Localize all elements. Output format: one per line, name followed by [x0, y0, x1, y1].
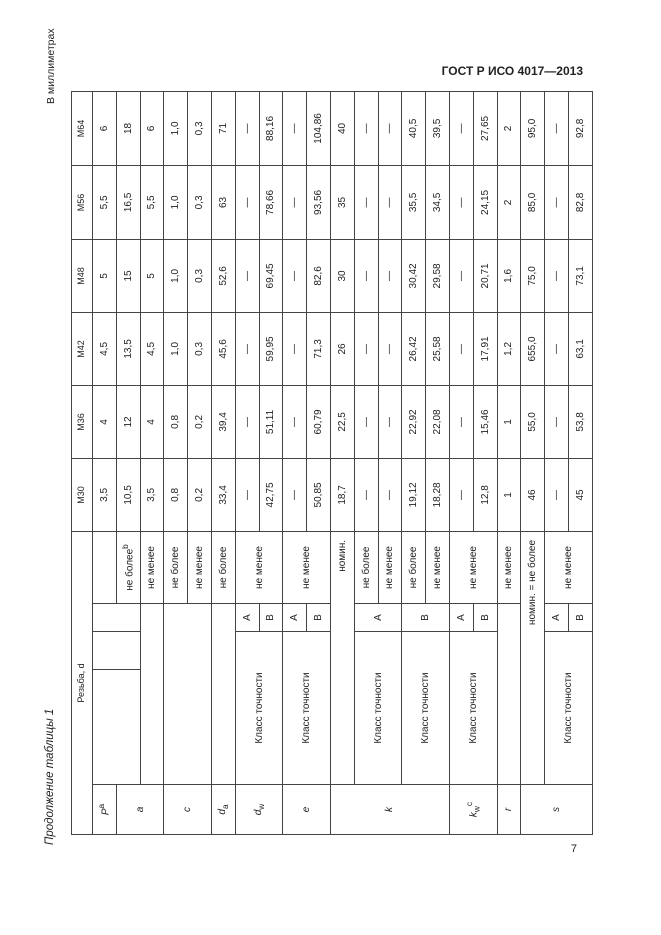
value-cell: 26,42: [402, 312, 426, 385]
table-row: [545, 91, 569, 834]
value-cell: 2: [497, 165, 521, 239]
value-cell: 27,65: [473, 91, 497, 165]
param-a: a: [134, 806, 146, 813]
footnote-mark: b: [120, 544, 131, 549]
value-cell: 73,1: [568, 239, 592, 312]
value-cell: 69,45: [259, 239, 283, 312]
class-label: Класс точности: [449, 632, 497, 785]
value-cell: 4,5: [93, 312, 117, 385]
value-cell: 30,42: [402, 239, 426, 312]
grade-label: A: [283, 604, 307, 632]
value-cell: —: [283, 312, 307, 385]
value-cell: —: [449, 312, 473, 385]
value-cell: 92,8: [568, 91, 592, 165]
value-cell: 18: [116, 91, 140, 165]
value-cell: 40: [330, 91, 354, 165]
param-symbol: [93, 785, 117, 835]
value-cell: 1,0: [164, 165, 188, 239]
units-note: В миллиметрах: [45, 28, 57, 104]
value-cell: 2: [497, 91, 521, 165]
value-cell: 75,0: [521, 239, 545, 312]
grade-label: B: [402, 604, 450, 632]
value-cell: —: [378, 458, 402, 531]
table-row: [402, 91, 426, 834]
value-cell: 12: [116, 385, 140, 458]
value-cell: 78,66: [259, 165, 283, 239]
value-cell: 42,75: [259, 458, 283, 531]
value-cell: 71,3: [307, 312, 331, 385]
value-cell: 10,5: [116, 458, 140, 531]
value-cell: 3,5: [93, 458, 117, 531]
param-kw: k: [468, 812, 480, 818]
param-symbol: [497, 785, 521, 835]
limit-label: номин.: [330, 531, 354, 784]
value-cell: —: [283, 239, 307, 312]
empty-cell: [116, 604, 140, 632]
value-cell: —: [354, 165, 378, 239]
param-symbol: [116, 785, 164, 835]
value-cell: 1,6: [497, 239, 521, 312]
grade-label: A: [449, 604, 473, 632]
value-cell: 39,5: [426, 91, 450, 165]
value-cell: —: [283, 385, 307, 458]
value-cell: —: [378, 239, 402, 312]
empty-cell: [116, 632, 140, 670]
value-cell: 29,58: [426, 239, 450, 312]
value-cell: 1,0: [164, 91, 188, 165]
value-cell: —: [545, 165, 569, 239]
value-cell: 3,5: [140, 458, 164, 531]
value-cell: 6: [140, 91, 164, 165]
value-cell: 15: [116, 239, 140, 312]
table-row: [330, 91, 354, 834]
value-cell: 0,3: [188, 91, 212, 165]
size-header: M64: [72, 91, 93, 165]
header-row: [72, 91, 93, 834]
value-cell: —: [545, 91, 569, 165]
limit-label: не менее: [449, 531, 497, 603]
grade-label: B: [259, 604, 283, 632]
empty-cell: [93, 604, 117, 632]
value-cell: —: [354, 91, 378, 165]
table-row: [140, 91, 164, 834]
value-cell: 5: [93, 239, 117, 312]
param-symbol: [330, 785, 449, 835]
param-symbol: [521, 785, 592, 835]
class-label: Класс точности: [545, 632, 593, 785]
limit-label: не менее: [140, 531, 164, 603]
value-cell: 5,5: [93, 165, 117, 239]
value-cell: —: [354, 458, 378, 531]
value-cell: 50,85: [307, 458, 331, 531]
value-cell: 95,0: [521, 91, 545, 165]
value-cell: 40,5: [402, 91, 426, 165]
table-row: [93, 91, 117, 834]
param-c: c: [182, 807, 194, 812]
table-row: [235, 91, 259, 834]
value-cell: 24,15: [473, 165, 497, 239]
size-header: M48: [72, 239, 93, 312]
value-cell: 34,5: [426, 165, 450, 239]
table-row: [283, 91, 307, 834]
grade-label: B: [473, 604, 497, 632]
value-cell: 45,6: [211, 312, 235, 385]
limit-label: не более: [354, 531, 378, 603]
page-number: 7: [570, 843, 577, 855]
param-symbol: [164, 785, 212, 835]
value-cell: 655,0: [521, 312, 545, 385]
value-cell: 51,11: [259, 385, 283, 458]
value-cell: 93,56: [307, 165, 331, 239]
value-cell: —: [235, 91, 259, 165]
class-label: Класс точности: [283, 632, 331, 785]
value-cell: 46: [521, 458, 545, 531]
value-cell: 13,5: [116, 312, 140, 385]
param-symbol: [235, 785, 283, 835]
value-cell: 1: [497, 458, 521, 531]
value-cell: 17,91: [473, 312, 497, 385]
value-cell: 30: [330, 239, 354, 312]
value-cell: —: [354, 239, 378, 312]
limit-label: не менее: [497, 531, 521, 603]
limit-label: не менее: [283, 531, 331, 603]
limit-label: номин. = не более: [521, 531, 545, 784]
value-cell: 85,0: [521, 165, 545, 239]
param-k: k: [384, 807, 396, 812]
value-cell: 39,4: [211, 385, 235, 458]
param-p: P: [100, 808, 112, 816]
footnote-mark: a: [96, 803, 107, 809]
empty-cell: [93, 670, 117, 785]
table-row: [521, 91, 545, 834]
table-row: [497, 91, 521, 834]
value-cell: 33,4: [211, 458, 235, 531]
value-cell: —: [283, 458, 307, 531]
value-cell: 88,16: [259, 91, 283, 165]
value-cell: —: [378, 385, 402, 458]
value-cell: —: [354, 312, 378, 385]
table-row: [449, 91, 473, 834]
size-header: M36: [72, 385, 93, 458]
limit-label: не менее: [235, 531, 283, 603]
empty-cell: [116, 670, 140, 785]
param-symbol: [449, 785, 497, 835]
thread-header: Резьба, d: [72, 531, 93, 834]
limit-label: не более: [402, 531, 426, 603]
value-cell: 22,92: [402, 385, 426, 458]
table-caption: Продолжение таблицы 1: [44, 708, 56, 845]
table-row: [354, 91, 378, 834]
value-cell: 19,12: [402, 458, 426, 531]
value-cell: —: [545, 385, 569, 458]
value-cell: —: [235, 239, 259, 312]
value-cell: —: [545, 458, 569, 531]
value-cell: 0,8: [164, 458, 188, 531]
param-da: d: [216, 809, 228, 815]
value-cell: 0,2: [188, 385, 212, 458]
limit-label: не менее: [426, 531, 450, 603]
empty-cell: [93, 531, 117, 603]
value-cell: —: [378, 165, 402, 239]
value-cell: 0,2: [188, 458, 212, 531]
value-cell: 0,3: [188, 312, 212, 385]
size-header: M30: [72, 458, 93, 531]
table-rotator: [71, 92, 586, 835]
class-label: Класс точности: [354, 632, 402, 785]
limit-text: не более: [124, 548, 136, 591]
value-cell: 22,5: [330, 385, 354, 458]
value-cell: 55,0: [521, 385, 545, 458]
subscript: w: [255, 803, 266, 810]
empty-cell: [211, 604, 235, 785]
value-cell: —: [378, 312, 402, 385]
value-cell: 1,0: [164, 239, 188, 312]
table-row: [211, 91, 235, 834]
value-cell: 5: [140, 239, 164, 312]
value-cell: 63,1: [568, 312, 592, 385]
value-cell: 35: [330, 165, 354, 239]
table-row: [116, 91, 140, 834]
value-cell: 1: [497, 385, 521, 458]
value-cell: —: [449, 458, 473, 531]
value-cell: 6: [93, 91, 117, 165]
value-cell: 0,3: [188, 165, 212, 239]
limit-label: не менее: [188, 531, 212, 603]
value-cell: 71: [211, 91, 235, 165]
value-cell: —: [449, 165, 473, 239]
limit-label: не более: [211, 531, 235, 603]
value-cell: 1,0: [164, 312, 188, 385]
value-cell: 45: [568, 458, 592, 531]
standard-designation: ГОСТ Р ИСО 4017—2013: [441, 64, 583, 78]
limit-label: [116, 531, 140, 603]
value-cell: 12,8: [473, 458, 497, 531]
value-cell: —: [235, 165, 259, 239]
value-cell: 15,46: [473, 385, 497, 458]
empty-cell: [140, 604, 164, 785]
param-symbol: [283, 785, 331, 835]
empty-cell: [164, 604, 212, 785]
limit-label: не менее: [378, 531, 402, 603]
value-cell: 26: [330, 312, 354, 385]
empty-cell: [93, 632, 117, 670]
value-cell: 4,5: [140, 312, 164, 385]
param-symbol: [211, 785, 235, 835]
param-e: e: [301, 806, 313, 813]
param-r: r: [503, 807, 515, 812]
class-label: Класс точности: [402, 632, 450, 785]
value-cell: 22,08: [426, 385, 450, 458]
grade-label: B: [307, 604, 331, 632]
footnote-mark: c: [464, 801, 474, 807]
value-cell: 82,8: [568, 165, 592, 239]
size-header: M56: [72, 165, 93, 239]
limit-label: не более: [164, 531, 188, 603]
limit-label: не менее: [545, 531, 593, 603]
value-cell: 5,5: [140, 165, 164, 239]
grade-label: A: [545, 604, 569, 632]
empty-cell: [497, 604, 521, 785]
value-cell: —: [449, 239, 473, 312]
value-cell: 18,28: [426, 458, 450, 531]
value-cell: 16,5: [116, 165, 140, 239]
dimensions-table: [71, 91, 593, 835]
value-cell: 4: [93, 385, 117, 458]
table-row: [164, 91, 188, 834]
value-cell: —: [545, 312, 569, 385]
value-cell: —: [235, 385, 259, 458]
value-cell: —: [449, 91, 473, 165]
value-cell: 18,7: [330, 458, 354, 531]
param-s: s: [551, 807, 563, 812]
value-cell: —: [545, 239, 569, 312]
class-label: Класс точности: [235, 632, 283, 785]
param-dw: d: [252, 809, 264, 816]
value-cell: —: [283, 91, 307, 165]
size-header: M42: [72, 312, 93, 385]
value-cell: 25,58: [426, 312, 450, 385]
value-cell: —: [235, 312, 259, 385]
subscript: w: [471, 806, 482, 813]
value-cell: 82,6: [307, 239, 331, 312]
value-cell: 0,3: [188, 239, 212, 312]
subscript: a: [219, 804, 230, 810]
grade-label: A: [235, 604, 259, 632]
value-cell: 104,86: [307, 91, 331, 165]
value-cell: 4: [140, 385, 164, 458]
value-cell: —: [378, 91, 402, 165]
value-cell: 52,6: [211, 239, 235, 312]
value-cell: 35,5: [402, 165, 426, 239]
value-cell: —: [235, 458, 259, 531]
value-cell: —: [283, 165, 307, 239]
value-cell: —: [354, 385, 378, 458]
value-cell: 1,2: [497, 312, 521, 385]
grade-label: A: [354, 604, 402, 632]
value-cell: 0,8: [164, 385, 188, 458]
value-cell: 20,71: [473, 239, 497, 312]
value-cell: 59,95: [259, 312, 283, 385]
value-cell: 60,79: [307, 385, 331, 458]
value-cell: —: [449, 385, 473, 458]
grade-label: B: [568, 604, 592, 632]
value-cell: 63: [211, 165, 235, 239]
value-cell: 53,8: [568, 385, 592, 458]
